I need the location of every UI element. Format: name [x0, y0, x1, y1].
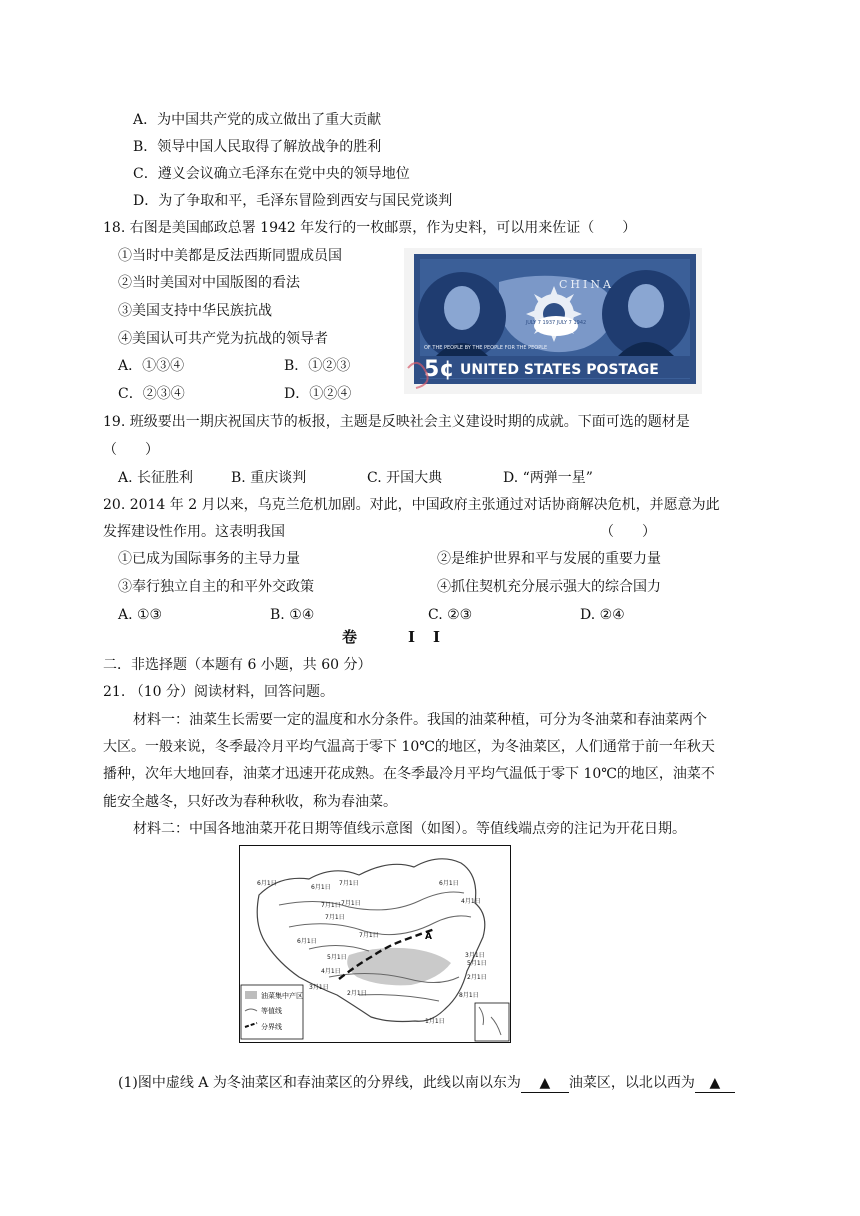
map-date-label: 7月1日 — [359, 932, 379, 939]
q21-sub1-mid: 油菜区，以北以西为 — [568, 1075, 695, 1091]
q19-stem-line2: （ ） — [103, 442, 159, 458]
q19-choice-c: C. 开国大典 — [367, 470, 443, 486]
q18-choice-b: B．①②③ — [284, 358, 351, 374]
section-title: 卷 II — [342, 628, 459, 646]
map-date-label: 5月1日 — [467, 960, 487, 967]
q20-stem-line2: 发挥建设性作用。这表明我国 — [103, 524, 285, 540]
q18-item-3: ③美国支持中华民族抗战 — [118, 303, 272, 319]
stamp-seal-text: JULY 7 1937 JULY 7 1942 — [525, 320, 587, 326]
q20-item-2: ②是维护世界和平与发展的重要力量 — [437, 551, 661, 567]
q20-choice-a: A. ①③ — [118, 607, 163, 623]
blank-marker-2: ▲ — [709, 1075, 721, 1091]
map-date-label: 4月1日 — [461, 898, 481, 905]
q20-item-1: ①已成为国际事务的主导力量 — [118, 551, 300, 567]
q17-option-d: D．为了争取和平，毛泽东冒险到西安与国民党谈判 — [133, 193, 453, 209]
q20-choice-b: B. ①④ — [270, 607, 315, 623]
q20-item-3: ③奉行独立自主的和平外交政策 — [118, 579, 314, 595]
q18-item-1: ①当时中美都是反法西斯同盟成员国 — [118, 248, 342, 264]
map-date-label: 5月1日 — [327, 954, 347, 961]
map-date-label: 7月1日 — [325, 914, 345, 921]
q21-stem: 21. （10 分）阅读材料，回答问题。 — [103, 684, 334, 700]
map-date-label: 4月1日 — [321, 968, 341, 975]
q18-choice-a: A．①③④ — [118, 358, 185, 374]
q17-option-b: B．领导中国人民取得了解放战争的胜利 — [133, 139, 382, 155]
map-date-label: 2月1日 — [467, 974, 487, 981]
q21-material1-line1: 材料一：油菜生长需要一定的温度和水分条件。我国的油菜种植，可分为冬油菜和春油菜两个 — [133, 712, 707, 728]
q19-choice-b: B. 重庆谈判 — [231, 470, 307, 486]
q21-material1-line4: 能安全越冬，只好改为春种秋收，称为春油菜。 — [103, 794, 397, 810]
map-date-label: 6月1日 — [297, 938, 317, 945]
q18-choice-d: D．①②④ — [284, 386, 352, 402]
q20-choice-d: D. ②④ — [580, 607, 625, 623]
map-date-label: 7月1日 — [339, 880, 359, 887]
us-1942-stamp-image — [404, 248, 702, 394]
q21-material1-line2: 大区。一般来说，冬季最冷月平均气温高于零下 10℃的地区，为冬油菜区，人们通常于前一年秋天 — [103, 739, 715, 755]
legend-contour-label: 等值线 — [261, 1007, 282, 1015]
part2-heading: 二．非选择题（本题有 6 小题，共 60 分） — [103, 657, 372, 673]
blank-marker-1: ▲ — [539, 1075, 551, 1091]
q20-item-4: ④抓住契机充分展示强大的综合国力 — [437, 579, 661, 595]
legend-production-swatch — [245, 991, 257, 999]
q17-option-c: C．遵义会议确立毛泽东在党中央的领导地位 — [133, 166, 410, 182]
legend-boundary-label: 分界线 — [261, 1023, 282, 1031]
q18-stem: 18. 右图是美国邮政总署 1942 年发行的一枚邮票，作为史料，可以用来佐证（ ） — [103, 220, 637, 236]
stamp-quote-text: OF THE PEOPLE BY THE PEOPLE FOR THE PEOPLE — [424, 345, 548, 351]
rapeseed-flowering-map — [239, 845, 511, 1043]
map-date-label: 7月1日 — [341, 900, 361, 907]
q21-sub1-line — [118, 1074, 735, 1093]
stamp-country-text: CHINA — [559, 278, 614, 291]
map-date-label: 6月1日 — [439, 880, 459, 887]
map-date-label: 1月1日 — [425, 1018, 445, 1025]
q21-sub1-prefix: (1)图中虚线 A 为冬油菜区和春油菜区的分界线，此线以南以东为 — [118, 1075, 521, 1091]
stamp-denomination: 5¢ — [424, 357, 455, 382]
q19-choice-d: D. “两弹一星” — [503, 470, 593, 486]
q20-stem-line1: 20. 2014 年 2 月以来，乌克兰危机加剧。对此，中国政府主张通过对话协商解决危机，并愿意为此 — [103, 497, 720, 513]
map-date-label: 3月1日 — [465, 952, 485, 959]
q21-material1-line3: 播种，次年大地回春，油菜才迅速开花成熟。在冬季最冷月平均气温低于零下 10℃的地区，油菜不 — [103, 766, 715, 782]
q19-stem-line1: 19. 班级要出一期庆祝国庆节的板报，主题是反映社会主义建设时期的成就。下面可选的题材是 — [103, 414, 690, 430]
q18-item-2: ②当时美国对中国版图的看法 — [118, 275, 300, 291]
q20-answer-paren: （ ） — [600, 524, 656, 540]
stamp-date-seal — [534, 316, 578, 336]
map-date-label: 6月1日 — [257, 880, 277, 887]
q17-option-a: A．为中国共产党的成立做出了重大贡献 — [133, 112, 382, 128]
map-date-label: 3月1日 — [309, 984, 329, 991]
q18-choice-c: C．②③④ — [118, 386, 185, 402]
map-date-label: 8月1日 — [459, 992, 479, 999]
answer-blank-2[interactable] — [695, 1074, 735, 1093]
q19-choice-a: A. 长征胜利 — [118, 470, 194, 486]
q20-choice-c: C. ②③ — [428, 607, 473, 623]
q21-material2: 材料二：中国各地油菜开花日期等值线示意图（如图）。等值线端点旁的注记为开花日期。 — [133, 821, 686, 837]
map-date-label: 7月1日 — [321, 902, 341, 909]
boundary-line-a-label: A — [425, 932, 432, 942]
answer-blank-1[interactable] — [521, 1074, 569, 1093]
map-date-label: 2月1日 — [347, 990, 367, 997]
stamp-postage-text: UNITED STATES POSTAGE — [460, 362, 659, 378]
q18-item-4: ④美国认可共产党为抗战的领导者 — [118, 331, 328, 347]
legend-production-label: 油菜集中产区 — [261, 992, 303, 1000]
map-date-label: 6月1日 — [311, 884, 331, 891]
